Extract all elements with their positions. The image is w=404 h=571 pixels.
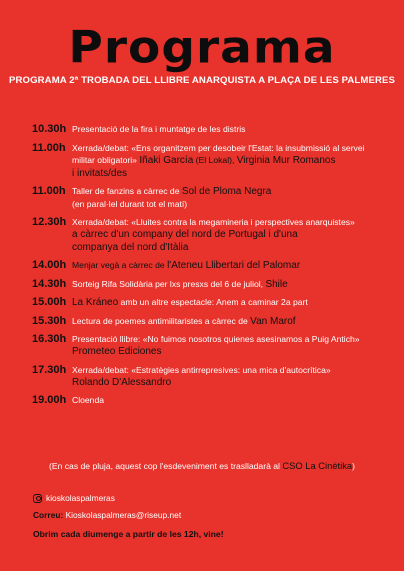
schedule-line bbox=[72, 228, 392, 241]
schedule-text: a càrrec d'un company del nord de Portugal i d'una bbox=[72, 228, 298, 240]
schedule-line bbox=[72, 364, 392, 376]
contact-block bbox=[33, 493, 393, 539]
schedule-time: 11.00h bbox=[32, 185, 66, 197]
schedule-line bbox=[72, 216, 392, 228]
schedule-text: militar obligatori» bbox=[72, 154, 140, 165]
schedule-text: Xerrada/debat: «Estratègies antirrepresives: una mica d'autocrítica» bbox=[72, 364, 331, 375]
mail-line bbox=[33, 510, 393, 520]
schedule-description bbox=[72, 216, 392, 254]
schedule-line bbox=[72, 333, 392, 345]
schedule-text: Sol de Ploma Negra bbox=[181, 186, 272, 197]
schedule-time: 15.00h bbox=[32, 296, 67, 308]
schedule-row bbox=[32, 394, 392, 407]
schedule-time: 17.30h bbox=[32, 363, 67, 376]
schedule-text: Presentació de la fira i muntatge de les distris bbox=[72, 124, 246, 134]
schedule-row bbox=[32, 123, 392, 136]
schedule-line bbox=[72, 185, 392, 198]
schedule-row bbox=[32, 142, 392, 180]
schedule-text: Taller de fanzins a càrrec de bbox=[72, 186, 182, 196]
rain-note-text: (En cas de pluja, aquest cop l'esdeveniment es traslladarà al bbox=[48, 461, 283, 471]
schedule-text: Cloenda bbox=[72, 395, 105, 405]
schedule-row bbox=[32, 259, 392, 272]
schedule-description bbox=[72, 315, 392, 328]
instagram-handle[interactable]: kioskolaspalmeras bbox=[46, 493, 115, 503]
schedule-time: 10.30h bbox=[32, 123, 67, 135]
schedule-text: Sorteig Rifa Solidària per lxs presxs del 6 de juliol, bbox=[72, 278, 266, 289]
schedule-text: Lectura de poemes antimilitaristes a càrrec de bbox=[72, 315, 251, 326]
schedule-line bbox=[72, 123, 392, 135]
schedule-list bbox=[32, 123, 392, 413]
schedule-row bbox=[32, 333, 392, 358]
schedule-row bbox=[32, 364, 392, 389]
schedule-text: Virginia Mur Romanos bbox=[236, 154, 336, 166]
schedule-text: companya del nord d'Itàlia bbox=[72, 241, 189, 253]
page-subtitle: PROGRAMA 2ª TROBADA DEL LLIBRE ANARQUISTA A PLAÇA DE LES PALMERES bbox=[9, 75, 395, 86]
instagram-icon bbox=[33, 494, 42, 503]
schedule-text: (El Lokal), bbox=[193, 154, 237, 165]
schedule-row bbox=[32, 185, 392, 210]
schedule-description bbox=[72, 259, 392, 272]
schedule-text: Shile bbox=[265, 278, 288, 290]
schedule-text: Prometeo Ediciones bbox=[72, 346, 162, 357]
schedule-text: Xerrada/debat: «Ens organitzem per desobeir l'Estat: la insubmissió al servei bbox=[72, 142, 365, 153]
schedule-text: (en paral·lel durant tot el matí) bbox=[72, 199, 188, 209]
schedule-time: 16.30h bbox=[32, 333, 67, 345]
schedule-text: Van Marof bbox=[250, 315, 296, 327]
schedule-description bbox=[72, 185, 392, 210]
schedule-text: Rolando D'Alessandro bbox=[72, 376, 172, 388]
schedule-row bbox=[32, 216, 392, 254]
schedule-line bbox=[72, 296, 392, 309]
instagram-line bbox=[33, 493, 393, 503]
schedule-text: i invitats/des bbox=[72, 167, 128, 179]
schedule-description bbox=[72, 333, 392, 358]
schedule-text: l'Ateneu Llibertari del Palomar bbox=[167, 260, 301, 271]
schedule-line bbox=[72, 142, 392, 154]
schedule-description bbox=[72, 296, 392, 309]
schedule-line bbox=[72, 259, 392, 272]
schedule-line bbox=[72, 154, 392, 167]
page-title: Programa bbox=[68, 21, 336, 74]
schedule-description bbox=[72, 278, 392, 291]
rain-note-suffix: ) bbox=[352, 461, 356, 471]
schedule-time: 14.00h bbox=[32, 259, 67, 271]
schedule-line bbox=[72, 198, 392, 210]
schedule-time: 11.00h bbox=[32, 141, 66, 154]
schedule-line bbox=[72, 394, 392, 406]
schedule-description bbox=[72, 142, 392, 180]
rain-note-place: CSO La Cinètika bbox=[282, 460, 353, 471]
schedule-text: amb un altre espectacle: Anem a caminar 2a part bbox=[118, 297, 308, 307]
schedule-text: Xerrada/debat: «Lluites contra la megamineria i perspectives anarquistes» bbox=[72, 216, 355, 227]
schedule-line bbox=[72, 278, 392, 291]
schedule-time: 14.30h bbox=[32, 277, 67, 290]
schedule-line bbox=[72, 345, 392, 358]
mail-label: Correu: bbox=[33, 510, 64, 520]
schedule-description bbox=[72, 123, 392, 135]
schedule-text: Iñaki García bbox=[139, 154, 194, 166]
schedule-text: Presentació llibre: «No fuimos nosotros quienes asesinamos a Puig Antich» bbox=[72, 334, 360, 344]
schedule-row bbox=[32, 278, 392, 291]
schedule-time: 19.00h bbox=[32, 394, 67, 406]
schedule-description bbox=[72, 394, 392, 406]
schedule-line bbox=[72, 241, 392, 254]
rain-note bbox=[0, 460, 404, 471]
schedule-time: 15.30h bbox=[32, 314, 67, 327]
schedule-line bbox=[72, 315, 392, 328]
closing-text: Obrim cada diumenge a partir de les 12h, vine! bbox=[33, 529, 224, 539]
schedule-description bbox=[72, 364, 392, 389]
schedule-text: La Kráneo bbox=[72, 297, 119, 308]
schedule-line bbox=[72, 376, 392, 389]
schedule-time: 12.30h bbox=[32, 215, 67, 228]
schedule-line bbox=[72, 167, 392, 180]
mail-address[interactable]: Kioskolaspalmeras@riseup.net bbox=[65, 510, 182, 520]
schedule-text: Menjar vegà a càrrec de bbox=[72, 260, 168, 270]
schedule-row bbox=[32, 296, 392, 309]
schedule-row bbox=[32, 315, 392, 328]
